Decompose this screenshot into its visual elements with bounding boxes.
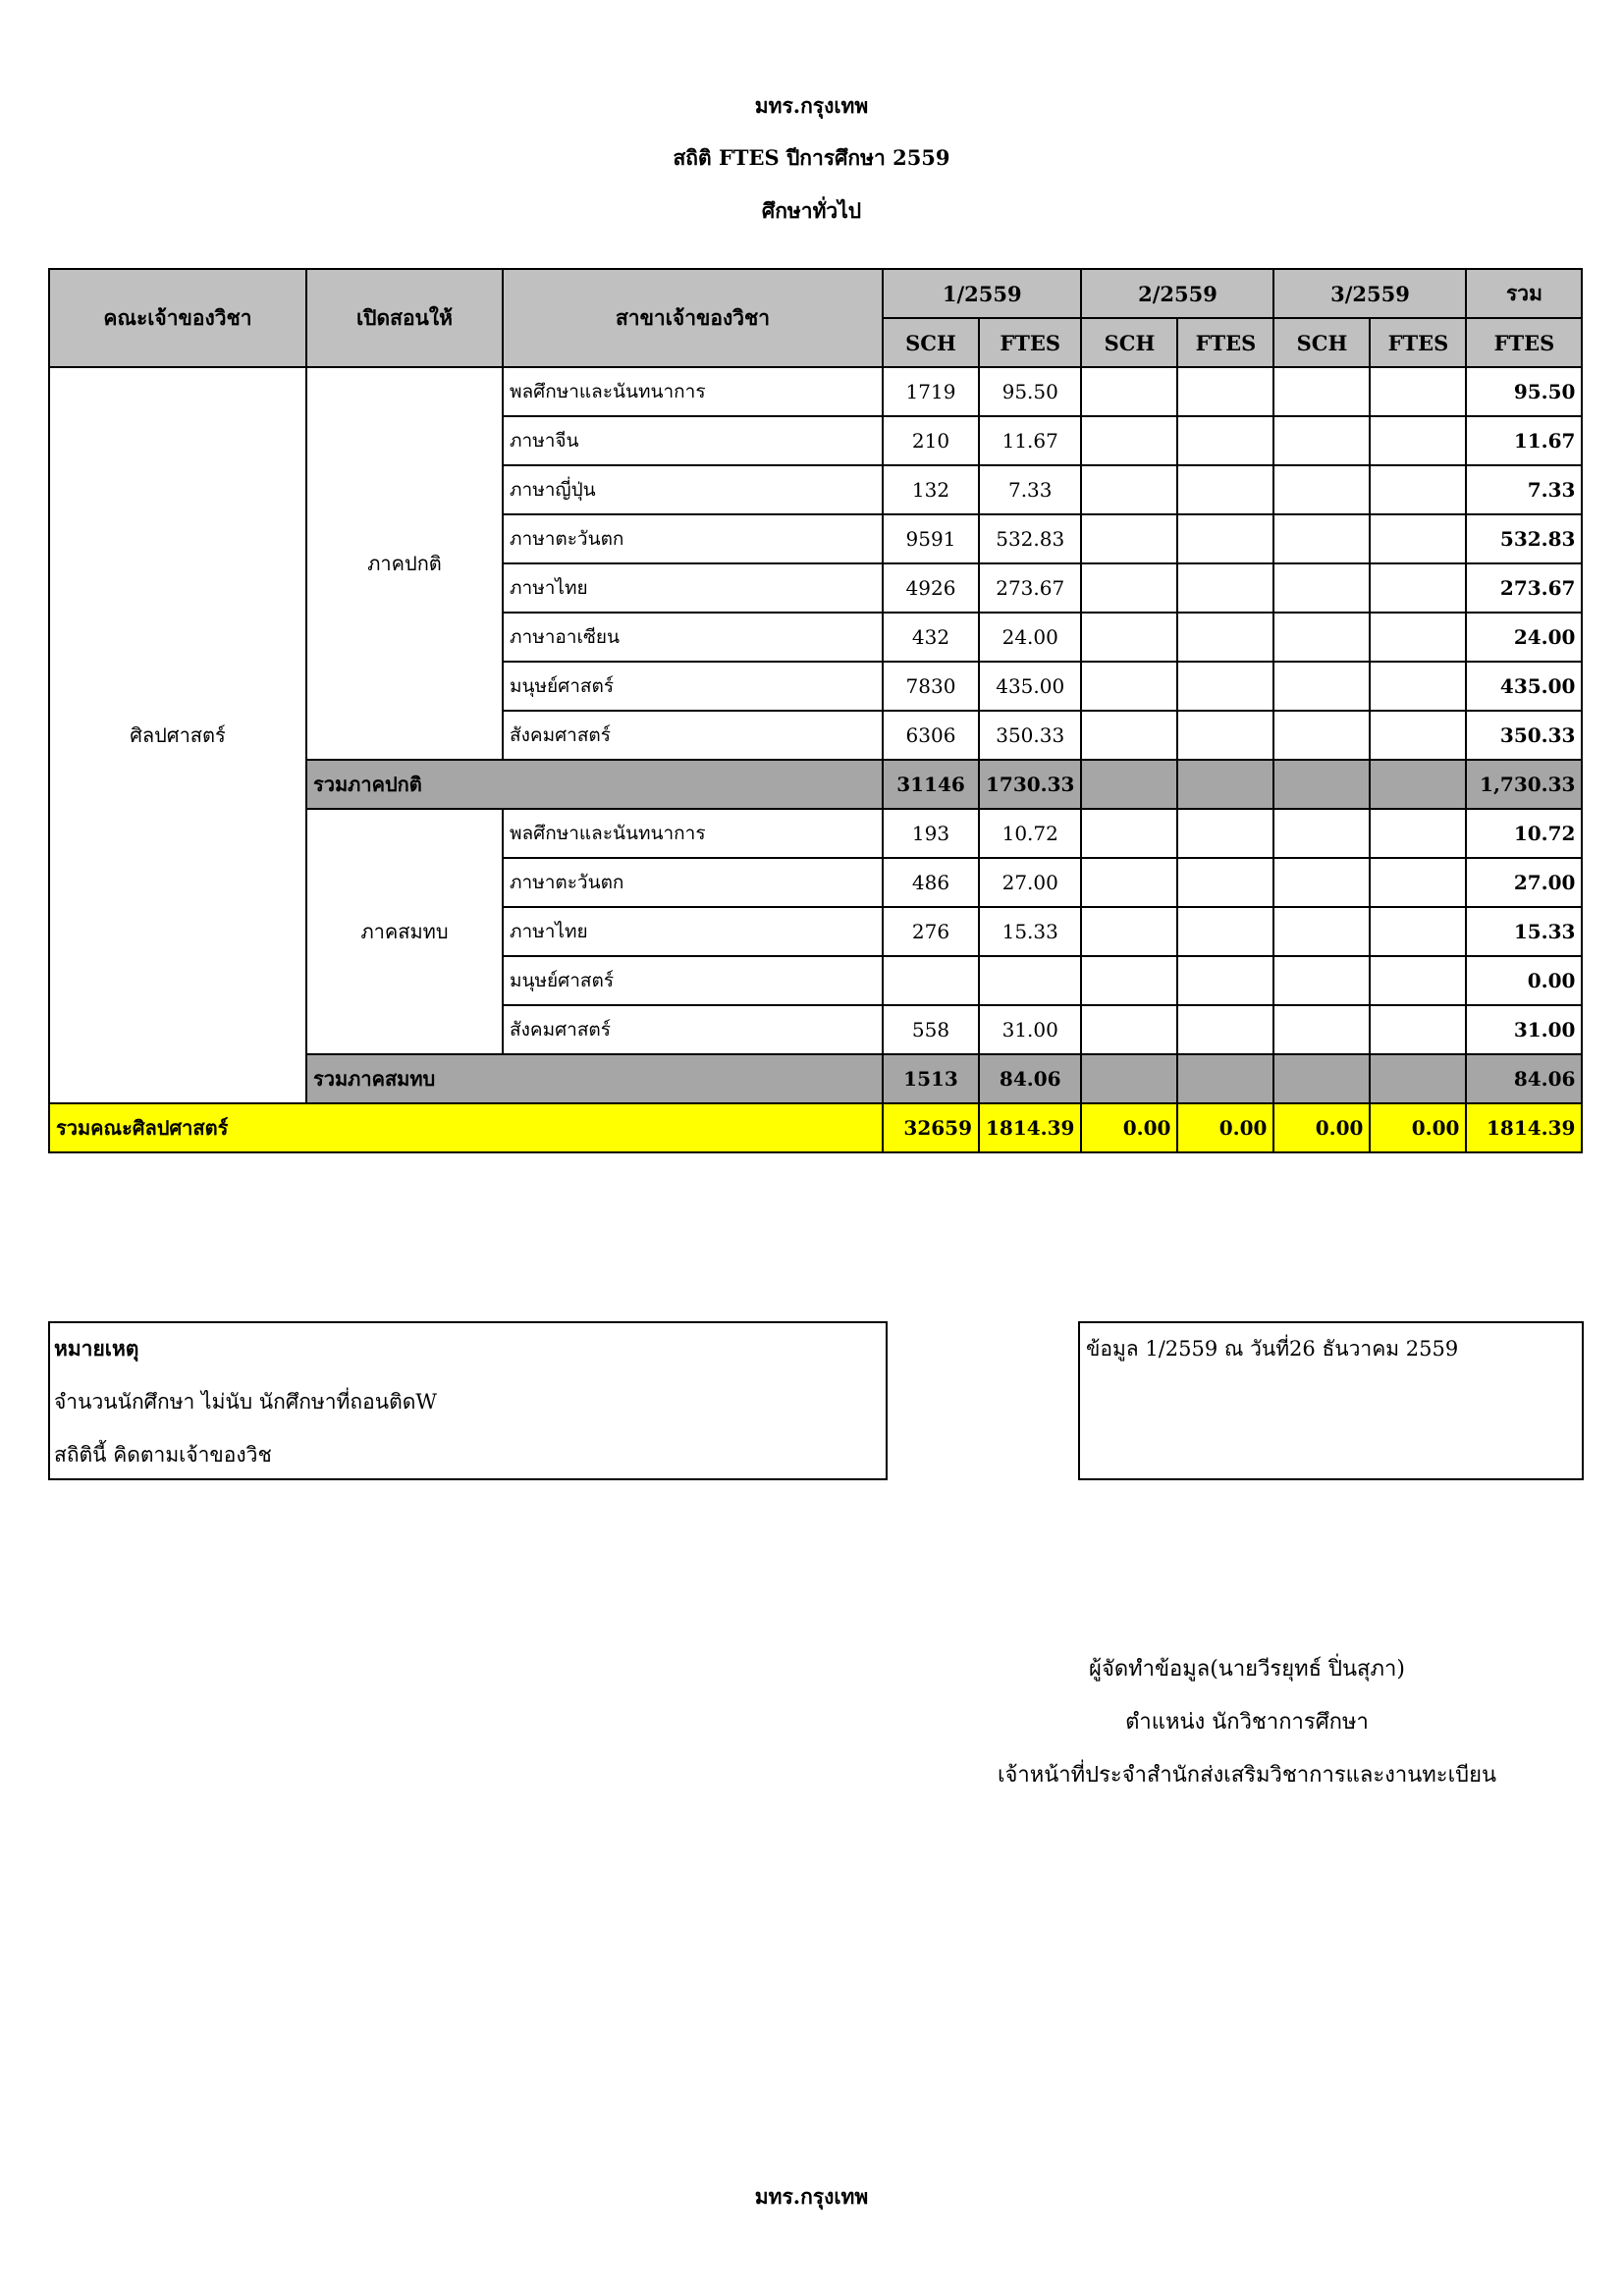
empty-cell <box>1273 760 1370 809</box>
subtotal-sch: 31146 <box>883 760 979 809</box>
empty-cell <box>1081 367 1177 416</box>
branch-cell: พลศึกษาและนันทนาการ <box>503 809 883 858</box>
empty-cell <box>1081 416 1177 465</box>
empty-cell <box>1370 465 1466 514</box>
branch-cell: สังคมศาสตร์ <box>503 1005 883 1054</box>
empty-cell <box>1177 613 1273 662</box>
program-type-cell: ภาคปกติ <box>306 367 503 760</box>
empty-cell <box>1177 662 1273 711</box>
footer-org: มทร.กรุงเทพ <box>754 2184 869 2209</box>
grand-total: 1814.39 <box>1466 1103 1582 1152</box>
sch-cell: 276 <box>883 907 979 956</box>
empty-cell <box>1081 1005 1177 1054</box>
total-cell: 15.33 <box>1466 907 1582 956</box>
empty-cell <box>1177 809 1273 858</box>
empty-cell <box>1370 416 1466 465</box>
col-faculty-header: คณะเจ้าของวิชา <box>49 269 306 367</box>
ftes-cell: 95.50 <box>979 367 1081 416</box>
sch-cell: 6306 <box>883 711 979 760</box>
empty-cell <box>1177 416 1273 465</box>
branch-cell: ภาษาไทย <box>503 563 883 613</box>
header-row-1 <box>49 269 1582 318</box>
term-2-header: 2/2559 <box>1081 269 1273 318</box>
empty-cell <box>1370 514 1466 563</box>
grand-total-row <box>49 1103 1582 1152</box>
ftes-cell: 435.00 <box>979 662 1081 711</box>
ftes-cell: 273.67 <box>979 563 1081 613</box>
ftes-cell: 11.67 <box>979 416 1081 465</box>
total-cell: 10.72 <box>1466 809 1582 858</box>
empty-cell <box>1370 858 1466 907</box>
ftes-header: FTES <box>1370 318 1466 367</box>
branch-cell: ภาษาไทย <box>503 907 883 956</box>
table-body <box>49 367 1582 1152</box>
empty-cell <box>1370 956 1466 1005</box>
total-cell: 24.00 <box>1466 613 1582 662</box>
ftes-cell: 31.00 <box>979 1005 1081 1054</box>
faculty-cell: ศิลปศาสตร์ <box>49 367 306 1103</box>
subtotal-ftes: 1730.33 <box>979 760 1081 809</box>
data-date-box <box>1078 1321 1584 1480</box>
empty-cell <box>1370 809 1466 858</box>
sch-header: SCH <box>1081 318 1177 367</box>
empty-cell <box>1081 662 1177 711</box>
empty-cell <box>1370 662 1466 711</box>
empty-cell <box>1370 711 1466 760</box>
col-branch-header: สาขาเจ้าของวิชา <box>503 269 883 367</box>
sch-cell: 7830 <box>883 662 979 711</box>
sch-cell: 486 <box>883 858 979 907</box>
empty-cell <box>1177 563 1273 613</box>
subtotal-total: 1,730.33 <box>1466 760 1582 809</box>
empty-cell <box>1177 1054 1273 1103</box>
report-title: สถิติ FTES ปีการศึกษา 2559 <box>673 145 950 170</box>
subtotal-ftes: 84.06 <box>979 1054 1081 1103</box>
empty-cell <box>1273 1005 1370 1054</box>
grand-sch2: 0.00 <box>1081 1103 1177 1152</box>
ftes-cell: 24.00 <box>979 613 1081 662</box>
ftes-cell: 350.33 <box>979 711 1081 760</box>
empty-cell <box>1081 956 1177 1005</box>
branch-cell: พลศึกษาและนันทนาการ <box>503 367 883 416</box>
total-cell: 0.00 <box>1466 956 1582 1005</box>
sch-cell: 193 <box>883 809 979 858</box>
grand-ftes2: 0.00 <box>1177 1103 1273 1152</box>
term-1-header: 1/2559 <box>883 269 1081 318</box>
sch-cell: 432 <box>883 613 979 662</box>
notes-title: หมายเหตุ <box>54 1336 139 1361</box>
sch-header: SCH <box>1273 318 1370 367</box>
empty-cell <box>1177 956 1273 1005</box>
empty-cell <box>1177 465 1273 514</box>
empty-cell <box>1273 858 1370 907</box>
ftes-table <box>48 268 1583 1153</box>
empty-cell <box>1081 809 1177 858</box>
notes-line-2: สถิตินี้ คิดตามเจ้าของวิช <box>54 1443 272 1467</box>
sch-cell: 1719 <box>883 367 979 416</box>
empty-cell <box>1273 416 1370 465</box>
table-row <box>49 367 1582 416</box>
empty-cell <box>1177 367 1273 416</box>
ftes-cell: 7.33 <box>979 465 1081 514</box>
total-cell: 27.00 <box>1466 858 1582 907</box>
branch-cell: ภาษาจีน <box>503 416 883 465</box>
empty-cell <box>1177 1005 1273 1054</box>
data-date-text: ข้อมูล 1/2559 ณ วันที่26 ธันวาคม 2559 <box>1086 1337 1459 1361</box>
total-cell: 7.33 <box>1466 465 1582 514</box>
total-cell: 350.33 <box>1466 711 1582 760</box>
total-cell: 273.67 <box>1466 563 1582 613</box>
empty-cell <box>1081 514 1177 563</box>
branch-cell: มนุษย์ศาสตร์ <box>503 956 883 1005</box>
col-offered-header: เปิดสอนให้ <box>306 269 503 367</box>
ftes-cell: 532.83 <box>979 514 1081 563</box>
empty-cell <box>1370 1054 1466 1103</box>
grand-ftes1: 1814.39 <box>979 1103 1081 1152</box>
empty-cell <box>1273 809 1370 858</box>
empty-cell <box>1273 563 1370 613</box>
preparer-office: เจ้าหน้าที่ประจำสำนักส่งเสริมวิชาการและงานทะเบียน <box>997 1763 1497 1788</box>
preparer-name: ผู้จัดทำข้อมูล(นายวีรยุทธ์ ปิ่นสุภา) <box>1089 1657 1405 1682</box>
empty-cell <box>1273 613 1370 662</box>
empty-cell <box>1273 907 1370 956</box>
empty-cell <box>1370 1005 1466 1054</box>
empty-cell <box>1177 514 1273 563</box>
empty-cell <box>1177 907 1273 956</box>
sch-cell: 558 <box>883 1005 979 1054</box>
notes-box <box>48 1321 888 1480</box>
subtotal-total: 84.06 <box>1466 1054 1582 1103</box>
empty-cell <box>1370 563 1466 613</box>
program-type-cell: ภาคสมทบ <box>306 809 503 1054</box>
sch-header: SCH <box>883 318 979 367</box>
total-cell: 11.67 <box>1466 416 1582 465</box>
total-cell: 532.83 <box>1466 514 1582 563</box>
sch-cell <box>883 956 979 1005</box>
ftes-cell: 10.72 <box>979 809 1081 858</box>
empty-cell <box>1177 858 1273 907</box>
empty-cell <box>1081 613 1177 662</box>
empty-cell <box>1370 760 1466 809</box>
ftes-cell: 27.00 <box>979 858 1081 907</box>
branch-cell: สังคมศาสตร์ <box>503 711 883 760</box>
sch-cell: 4926 <box>883 563 979 613</box>
empty-cell <box>1081 1054 1177 1103</box>
total-cell: 435.00 <box>1466 662 1582 711</box>
sch-cell: 9591 <box>883 514 979 563</box>
subtotal-label: รวมภาคปกติ <box>306 760 883 809</box>
subtotal-sch: 1513 <box>883 1054 979 1103</box>
empty-cell <box>1177 711 1273 760</box>
term-3-header: 3/2559 <box>1273 269 1466 318</box>
empty-cell <box>1081 563 1177 613</box>
branch-cell: ภาษาอาเซียน <box>503 613 883 662</box>
empty-cell <box>1370 907 1466 956</box>
empty-cell <box>1081 711 1177 760</box>
empty-cell <box>1273 711 1370 760</box>
empty-cell <box>1177 760 1273 809</box>
empty-cell <box>1081 465 1177 514</box>
empty-cell <box>1081 858 1177 907</box>
ftes-cell <box>979 956 1081 1005</box>
grand-sch3: 0.00 <box>1273 1103 1370 1152</box>
total-cell: 31.00 <box>1466 1005 1582 1054</box>
branch-cell: มนุษย์ศาสตร์ <box>503 662 883 711</box>
empty-cell <box>1370 367 1466 416</box>
report-subtitle: ศึกษาทั่วไป <box>761 198 862 223</box>
ftes-header: FTES <box>979 318 1081 367</box>
notes-line-1: จำนวนนักศึกษา ไม่นับ นักศึกษาที่ถอนติดW <box>54 1390 437 1414</box>
empty-cell <box>1081 760 1177 809</box>
grand-total-label: รวมคณะศิลปศาสตร์ <box>49 1103 883 1152</box>
branch-cell: ภาษาญี่ปุ่น <box>503 465 883 514</box>
empty-cell <box>1273 465 1370 514</box>
empty-cell <box>1273 662 1370 711</box>
ftes-header: FTES <box>1177 318 1273 367</box>
empty-cell <box>1273 367 1370 416</box>
grand-sch1: 32659 <box>883 1103 979 1152</box>
ftes-header: FTES <box>1466 318 1582 367</box>
total-cell: 95.50 <box>1466 367 1582 416</box>
empty-cell <box>1273 956 1370 1005</box>
branch-cell: ภาษาตะวันตก <box>503 858 883 907</box>
branch-cell: ภาษาตะวันตก <box>503 514 883 563</box>
total-header: รวม <box>1466 269 1582 318</box>
sch-cell: 132 <box>883 465 979 514</box>
preparer-position: ตำแหน่ง นักวิชาการศึกษา <box>1125 1710 1369 1735</box>
ftes-cell: 15.33 <box>979 907 1081 956</box>
empty-cell <box>1273 1054 1370 1103</box>
org-name: มทร.กรุงเทพ <box>754 93 869 118</box>
grand-ftes3: 0.00 <box>1370 1103 1466 1152</box>
empty-cell <box>1273 514 1370 563</box>
subtotal-label: รวมภาคสมทบ <box>306 1054 883 1103</box>
empty-cell <box>1081 907 1177 956</box>
empty-cell <box>1370 613 1466 662</box>
sch-cell: 210 <box>883 416 979 465</box>
